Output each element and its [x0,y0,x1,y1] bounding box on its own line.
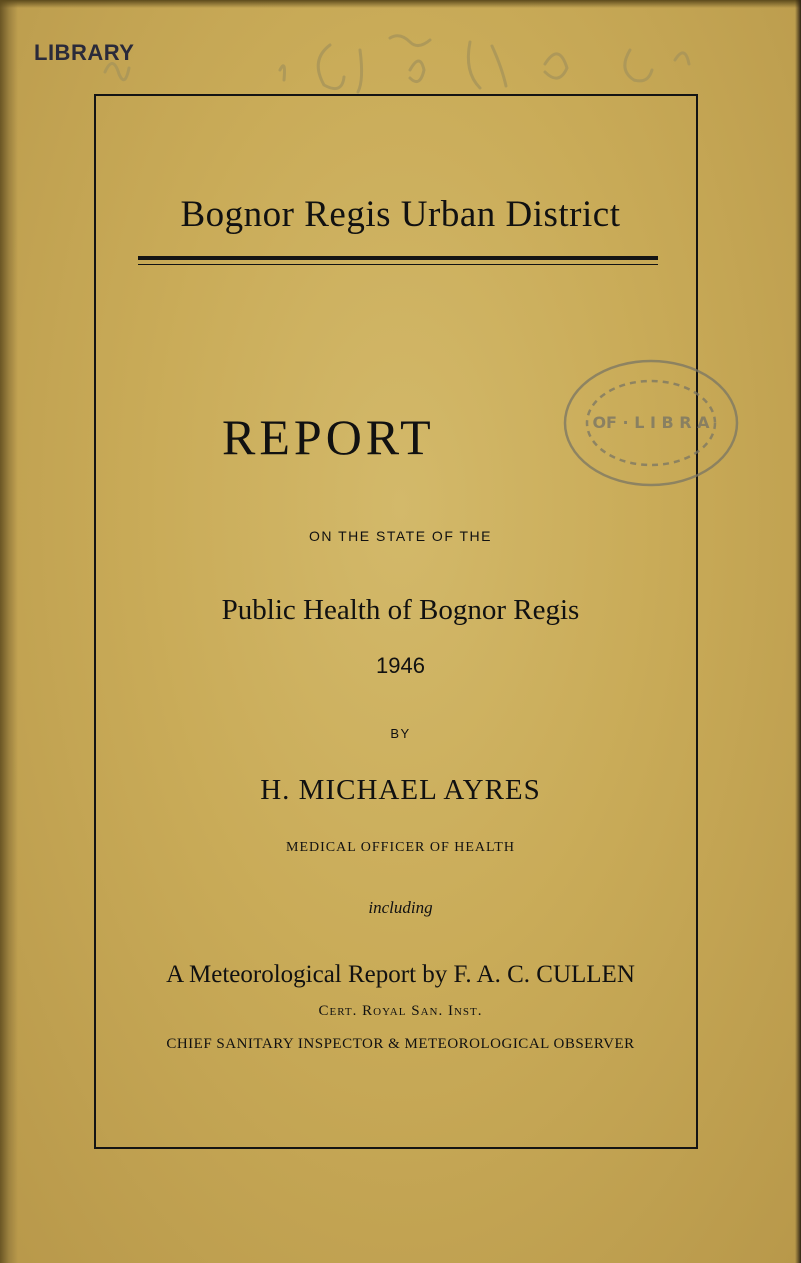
by-line: BY [390,726,411,741]
handwritten-annotation [90,30,750,100]
library-seal-text: OF · L I B R A [592,413,710,432]
report-heading: REPORT [222,409,435,465]
meteorological-report-line: A Meteorological Report by F. A. C. CULLEN [166,961,635,988]
top-edge-shadow [0,0,801,8]
inspector-title-line: CHIEF SANITARY INSPECTOR & METEOROLOGICAL OBSERVER [166,1036,635,1052]
state-line: ON THE STATE OF THE [308,528,493,544]
report-subject: Public Health of Bognor Regis [221,594,580,626]
library-seal-stamp [556,338,746,508]
author-name: H. MICHAEL AYRES [260,774,541,806]
title-rule [138,256,658,265]
including-label: including [368,898,433,917]
library-stamp: LIBRARY [34,40,135,65]
right-edge-shadow [795,0,801,1263]
author-title: MEDICAL OFFICER OF HEALTH [286,840,515,855]
certification-line: Cert. Royal San. Inst. [318,1003,483,1019]
binding-edge [0,0,18,1263]
report-year: 1946 [376,653,425,678]
district-title: Bognor Regis Urban District [180,194,621,235]
